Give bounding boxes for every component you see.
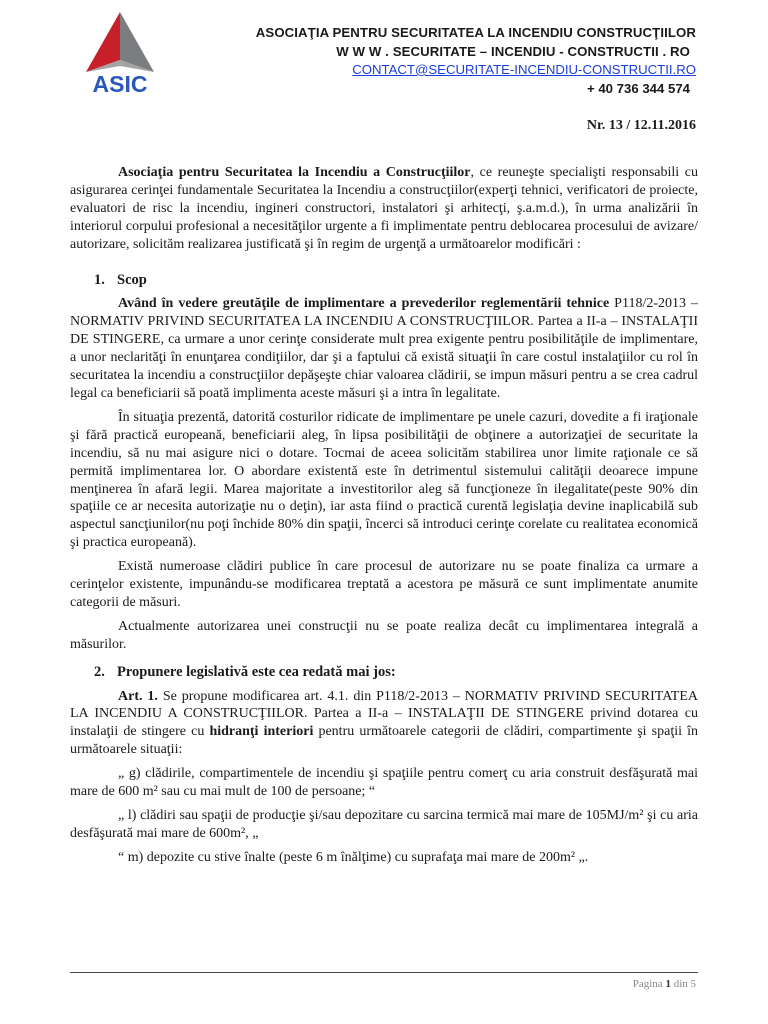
intro-text: , ce reuneşte specialişti responsabili cu asigurarea cerinţei fundamentale Securitatea la Incendiu a construcţiilor(experţi tehnici, verificatori de proiecte, evaluatori de risc la incendiu, ingineri constructori, instalatori şi arhitecţi, ş.a.m.d.), în urma analizării în interiorul corpului profesional a necesităţilor urgente a fi implimentate pentru deblocarea procesului de avizare/ autorizare, solicităm realizarea justificată şi în regim de urgenţă a următoarelor modificări :: [70, 165, 698, 252]
page-total: 5: [690, 978, 696, 990]
org-email-link[interactable]: CONTACT@SECURITATE-INCENDIU-CONSTRUCTII.RO: [352, 62, 696, 77]
intro-bold: Asociaţia pentru Securitatea la Incendiu a Construcţiilor: [118, 165, 471, 180]
article-1-text-a: Se propune modificarea art. 4.1. din P118/2-2013 – NORMATIV PRIVIND SECURITATEA LA INCENDIU A CONSTRUCŢIILOR. Partea a II-a – INSTALAŢII DE STINGERE privind dotarea cu instalaţii de stingere cu: [70, 688, 698, 740]
article-1-text-b: pentru următoarele categorii de clădiri, compartimente şi spaţii în următoarele situaţii:: [70, 724, 698, 758]
section-1-paragraph-2: În situaţia prezentă, datorită costurilor ridicate de implimentare pe unele cazuri, dovedite a fi iraţionale şi fără practică europeană, beneficiarii aleg, în lipsa posibilităţii de obţinere a autorizaţiei de securitate la incendiu, să nu mai asigure nici o dotare. Tocmai de aceea solicităm stabilirea unor limite raţionale ce să permită implimentarea lor. O abordare existentă este în detrimentul sistemului calităţii deoarece impune menţinerea în afară legii. Marea majoritate a investitorilor aleg să funcţioneze în ilegalitate(peste 90% din spaţiile ce ar necesita autorizaţie nu o deţin), iar asta fiind o practică curentă legislaţia devine inaplicabilă sub aspectul sancţiunilor(nu poţi închide 80% din spaţii, încerci să introduci cerinţe corelate cu realitatea economică şi practica europeană).: [70, 409, 698, 551]
asic-logo-text: ASIC: [92, 71, 148, 97]
document-body: [70, 164, 698, 867]
section-1-p1-text: P118/2-2013 – NORMATIV PRIVIND SECURITATEA LA INCENDIU A CONSTRUCŢIILOR. Partea a II-a – INSTALAŢII DE STINGERE, ca urmare a unor cerinţe considerate mult prea exigente pentru posibilităţile de implimentare, a unor neclarităţi în enunţarea condiţiilor, dar şi a faptului că există situaţii în care costul instalaţiilor cu rol în securitatea la incendiu a construcţiilor depăşeşte chiar valoarea clădirii, se impun măsuri pentru a se crea cadrul legal ca beneficiarii să poată implimenta aceste măsuri şi a intra în legalitate.: [70, 296, 699, 401]
page-current: 1: [665, 978, 671, 990]
article-1-bold: hidranţi interiori: [209, 724, 314, 740]
article-1-label: Art. 1.: [118, 688, 158, 704]
asic-logo-mark: [74, 8, 182, 98]
document-number: Nr. 13 / 12.11.2016: [586, 118, 696, 133]
org-phone: + 40 736 344 574: [586, 80, 690, 96]
section-1-p1-bold: Având în vedere greutăţile de implimentare a prevederilor reglementării tehnice: [118, 296, 610, 312]
page-footer: [633, 978, 696, 990]
page-separator: din: [670, 978, 691, 990]
intro-paragraph: [70, 164, 698, 254]
quote-g: „ g) clădirile, compartimentele de incendiu şi spaţiile pentru comerţ cu aria construit desfăşurată mai mare de 600 m² sau cu mai mult de 100 de persoane; “: [70, 766, 698, 800]
section-2-number: 2.: [94, 663, 105, 680]
page-label: Pagina: [632, 978, 666, 990]
org-website: W W W . SECURITATE – INCENDIU - CONSTRUCTII . RO: [336, 43, 690, 59]
section-1-heading: [94, 272, 698, 290]
section-1-title: Scop: [117, 271, 147, 288]
quote-m: “ m) depozite cu stive înalte (peste 6 m înălţime) cu suprafaţa mai mare de 200m² „.: [118, 849, 589, 865]
section-1-number: 1.: [94, 271, 105, 288]
section-1-paragraph-3: Există numeroase clădiri publice în care procesul de autorizare nu se poate finaliza ca urmare a cerinţelor existente, impunându-se modificarea treptată a acestora pe măsură ce sunt implimentate anumite categorii de măsuri.: [70, 559, 698, 610]
section-2-title: Propunere legislativă este cea redată mai jos:: [117, 663, 396, 680]
letterhead: [176, 24, 696, 98]
footer-divider: [70, 972, 698, 973]
article-1-paragraph: [70, 688, 698, 760]
asic-logo: [74, 8, 182, 98]
quote-l: „ l) clădiri sau spaţii de producţie şi/sau depozitare cu sarcina termică mai mare de 105MJ/m² şi cu aria desfăşurată mai mare de 600m², „: [70, 808, 698, 841]
section-1-paragraph-4: Actualmente autorizarea unei construcţii nu se poate realiza decât cu implimentarea integrală a măsurilor.: [70, 618, 698, 652]
section-2-heading: [94, 664, 698, 682]
section-1-paragraph-1: [70, 295, 698, 402]
org-title: ASOCIAŢIA PENTRU SECURITATEA LA INCENDIU CONSTRUCŢIILOR: [255, 25, 696, 40]
